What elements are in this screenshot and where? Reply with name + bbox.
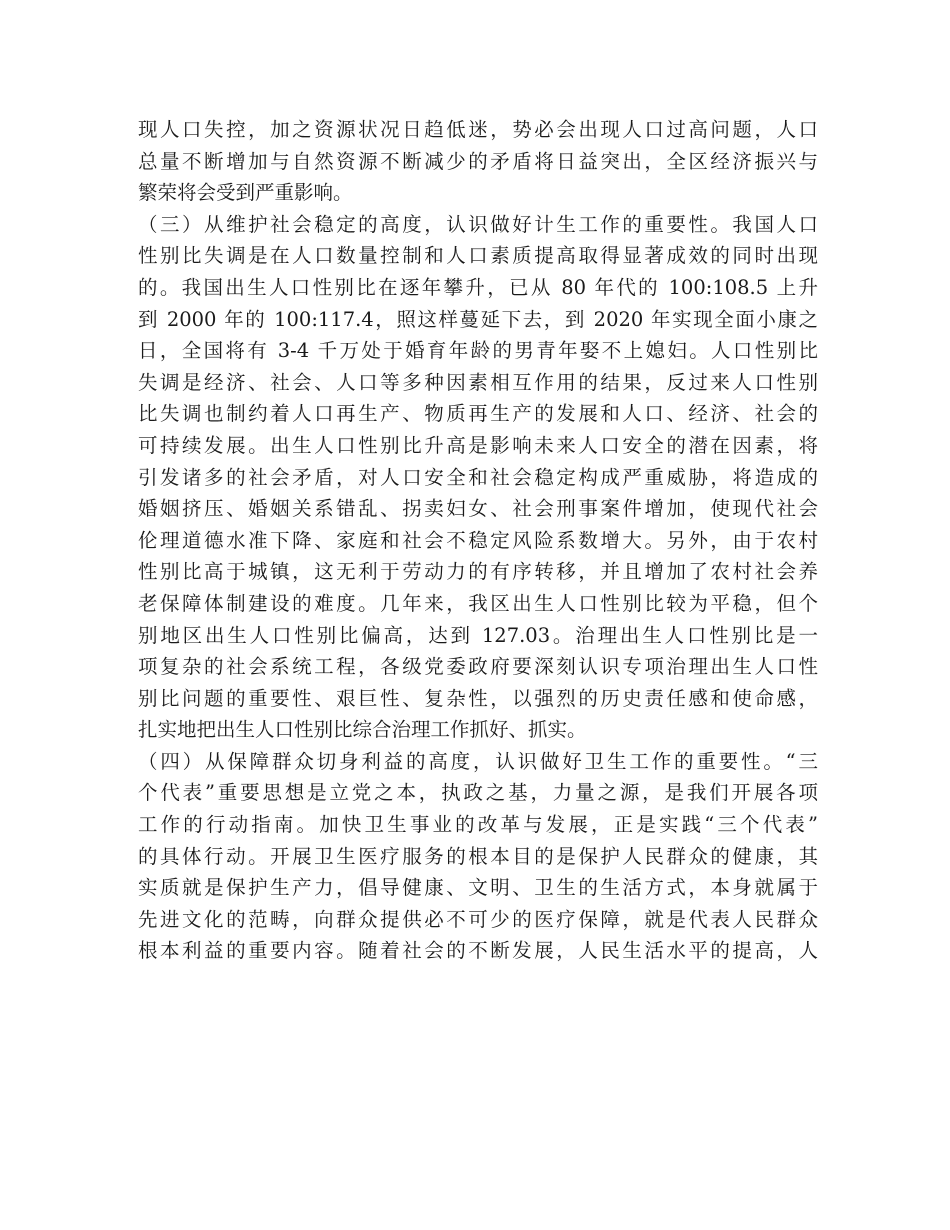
text-line: 项复杂的社会系统工程，各级党委政府要深刻认识专项治理出生人口性 — [138, 655, 818, 679]
text-line: 性别比失调是在人口数量控制和人口素质提高取得显著成效的同时出现 — [138, 244, 818, 268]
text-line: 别比问题的重要性、艰巨性、复杂性，以强烈的历史责任感和使命感， — [138, 686, 818, 710]
text-line: 婚姻挤压、婚姻关系错乱、拐卖妇女、社会刑事案件增加，使现代社会 — [138, 497, 818, 521]
text-line: 先进文化的范畴，向群众提供必不可少的医疗保障，就是代表人民群众 — [138, 907, 818, 931]
text-line: 的。我国出生人口性别比在逐年攀升，已从 80 年代的 100:108.5 上升 — [138, 275, 818, 299]
text-line: 根本利益的重要内容。随着社会的不断发展，人民生活水平的提高，人 — [138, 939, 818, 963]
text-line: 伦理道德水准下降、家庭和社会不稳定风险系数增大。另外，由于农村 — [138, 528, 818, 552]
text-line: 个代表”重要思想是立党之本，执政之基，力量之源，是我们开展各项 — [138, 781, 818, 805]
text-line: 到 2000 年的 100:117.4，照这样蔓延下去，到 2020 年实现全面小康之 — [138, 307, 818, 331]
text-line: 引发诸多的社会矛盾，对人口安全和社会稳定构成严重威胁，将造成的 — [138, 465, 818, 489]
text-line: 实质就是保护生产力，倡导健康、文明、卫生的生活方式，本身就属于 — [138, 876, 818, 900]
text-line: 老保障体制建设的难度。几年来，我区出生人口性别比较为平稳，但个 — [138, 591, 818, 615]
text-line: 失调是经济、社会、人口等多种因素相互作用的结果，反过来人口性别 — [138, 370, 818, 394]
document-body-text — [138, 114, 818, 967]
text-line: 现人口失控，加之资源状况日趋低迷，势必会出现人口过高问题，人口 — [138, 118, 818, 141]
text-line: 性别比高于城镇，这无利于劳动力的有序转移，并且增加了农村社会养 — [138, 560, 818, 584]
text-line: 比失调也制约着人口再生产、物质再生产的发展和人口、经济、社会的 — [138, 402, 818, 426]
text-line: 繁荣将会受到严重影响。 — [138, 181, 353, 205]
text-line: 扎实地把出生人口性别比综合治理工作抓好、抓实。 — [138, 718, 587, 742]
text-line: （四）从保障群众切身利益的高度，认识做好卫生工作的重要性。“三 — [138, 749, 818, 773]
text-line: 工作的行动指南。加快卫生事业的改革与发展，正是实践“三个代表” — [138, 813, 818, 837]
text-line: 总量不断增加与自然资源不断减少的矛盾将日益突出，全区经济振兴与 — [138, 149, 818, 173]
text-line: 别地区出生人口性别比偏高，达到 127.03。治理出生人口性别比是一 — [138, 623, 818, 647]
text-line: 日，全国将有 3-4 千万处于婚育年龄的男青年娶不上媳妇。人口性别比 — [138, 339, 818, 363]
text-line: 可持续发展。出生人口性别比升高是影响未来人口安全的潜在因素，将 — [138, 433, 818, 457]
text-line: （三）从维护社会稳定的高度，认识做好计生工作的重要性。我国人口 — [138, 212, 818, 236]
text-line: 的具体行动。开展卫生医疗服务的根本目的是保护人民群众的健康，其 — [138, 844, 818, 868]
